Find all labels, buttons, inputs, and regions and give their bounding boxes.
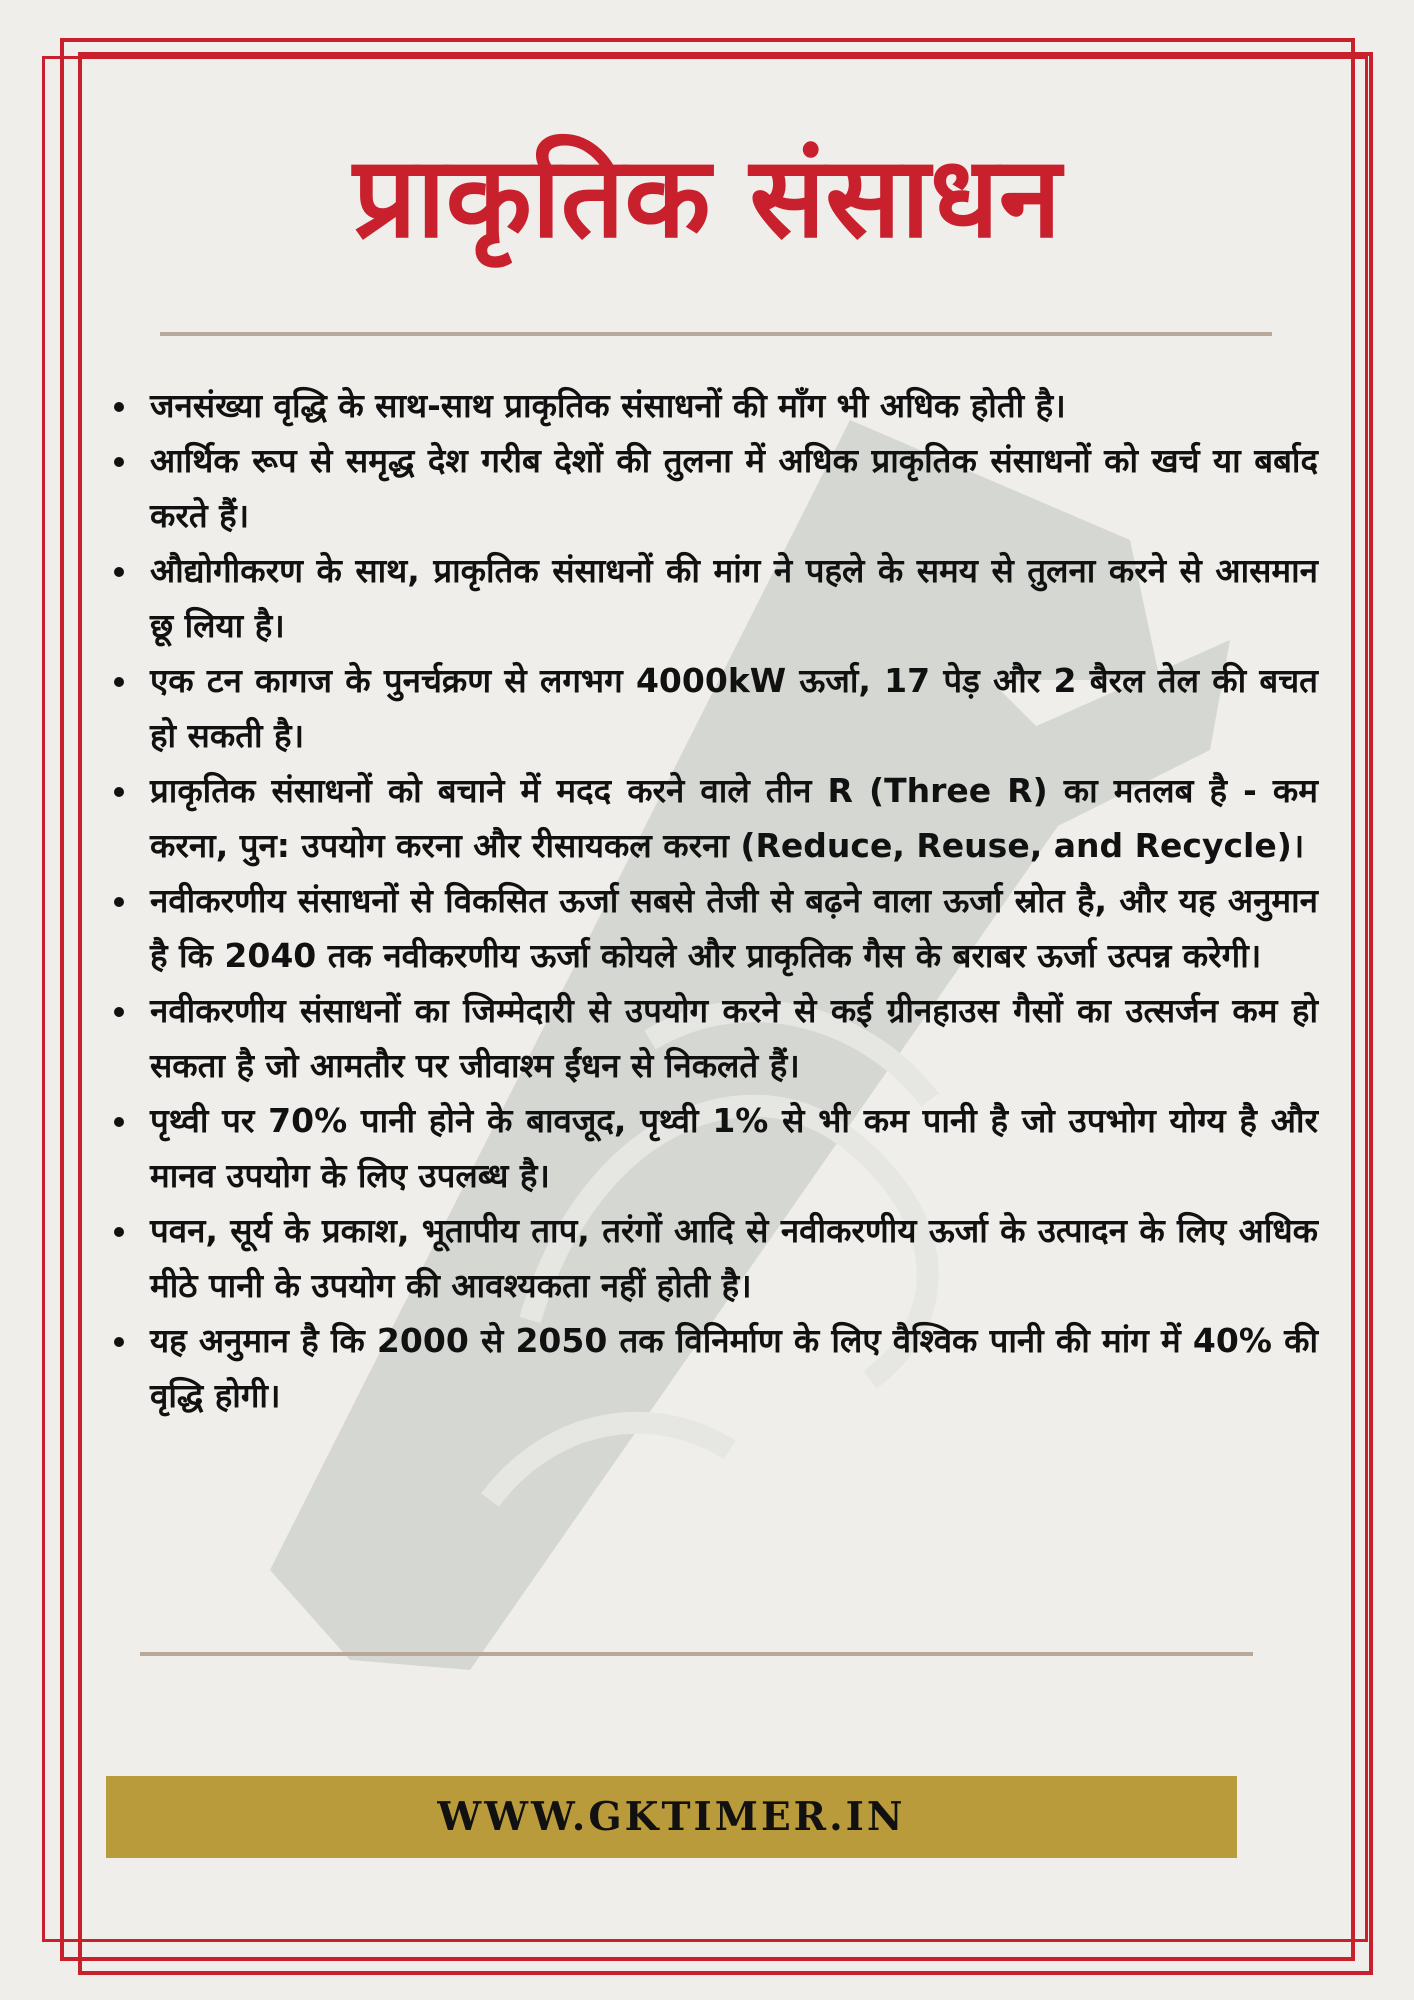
list-item: पवन, सूर्य के प्रकाश, भूतापीय ताप, तरंगों आदि से नवीकरणीय ऊर्जा के उत्पादन के लिए अधिक मीठे पानी के उपयोग की आवश्यकता नहीं होती है। bbox=[110, 1203, 1318, 1313]
list-item: प्राकृतिक संसाधनों को बचाने में मदद करने वाले तीन R (Three R) का मतलब है - कम करना, पुन: उपयोग करना और रीसायकल करना (Reduce, Reuse, and Recycle)। bbox=[110, 763, 1318, 873]
list-item: नवीकरणीय संसाधनों से विकसित ऊर्जा सबसे तेजी से बढ़ने वाला ऊर्जा स्रोत है, और यह अनुमान है कि 2040 तक नवीकरणीय ऊर्जा कोयले और प्राकृतिक गैस के बराबर ऊर्जा उत्पन्न करेगी। bbox=[110, 873, 1318, 983]
facts-list bbox=[110, 378, 1318, 1423]
list-item: जनसंख्या वृद्धि के साथ-साथ प्राकृतिक संसाधनों की माँग भी अधिक होती है। bbox=[110, 378, 1318, 433]
website-url: WWW.GKTIMER.IN bbox=[437, 1794, 906, 1840]
list-item: औद्योगीकरण के साथ, प्राकृतिक संसाधनों की मांग ने पहले के समय से तुलना करने से आसमान छू लिया है। bbox=[110, 543, 1318, 653]
list-item: एक टन कागज के पुनर्चक्रण से लगभग 4000kW ऊर्जा, 17 पेड़ और 2 बैरल तेल की बचत हो सकती है। bbox=[110, 653, 1318, 763]
list-item: यह अनुमान है कि 2000 से 2050 तक विनिर्माण के लिए वैश्विक पानी की मांग में 40% की वृद्धि होगी। bbox=[110, 1313, 1318, 1423]
list-item: आर्थिक रूप से समृद्ध देश गरीब देशों की तुलना में अधिक प्राकृतिक संसाधनों को खर्च या बर्बाद करते हैं। bbox=[110, 433, 1318, 543]
website-banner bbox=[106, 1776, 1237, 1858]
footer-divider bbox=[140, 1652, 1253, 1656]
title-divider bbox=[160, 332, 1272, 336]
page-title: प्राकृतिक संसाधन bbox=[352, 133, 1062, 263]
list-item: पृथ्वी पर 70% पानी होने के बावजूद, पृथ्वी 1% से भी कम पानी है जो उपभोग योग्य है और मानव उपयोग के लिए उपलब्ध है। bbox=[110, 1093, 1318, 1203]
list-item: नवीकरणीय संसाधनों का जिम्मेदारी से उपयोग करने से कई ग्रीनहाउस गैसों का उत्सर्जन कम हो सकता है जो आमतौर पर जीवाश्म ईंधन से निकलते हैं। bbox=[110, 983, 1318, 1093]
